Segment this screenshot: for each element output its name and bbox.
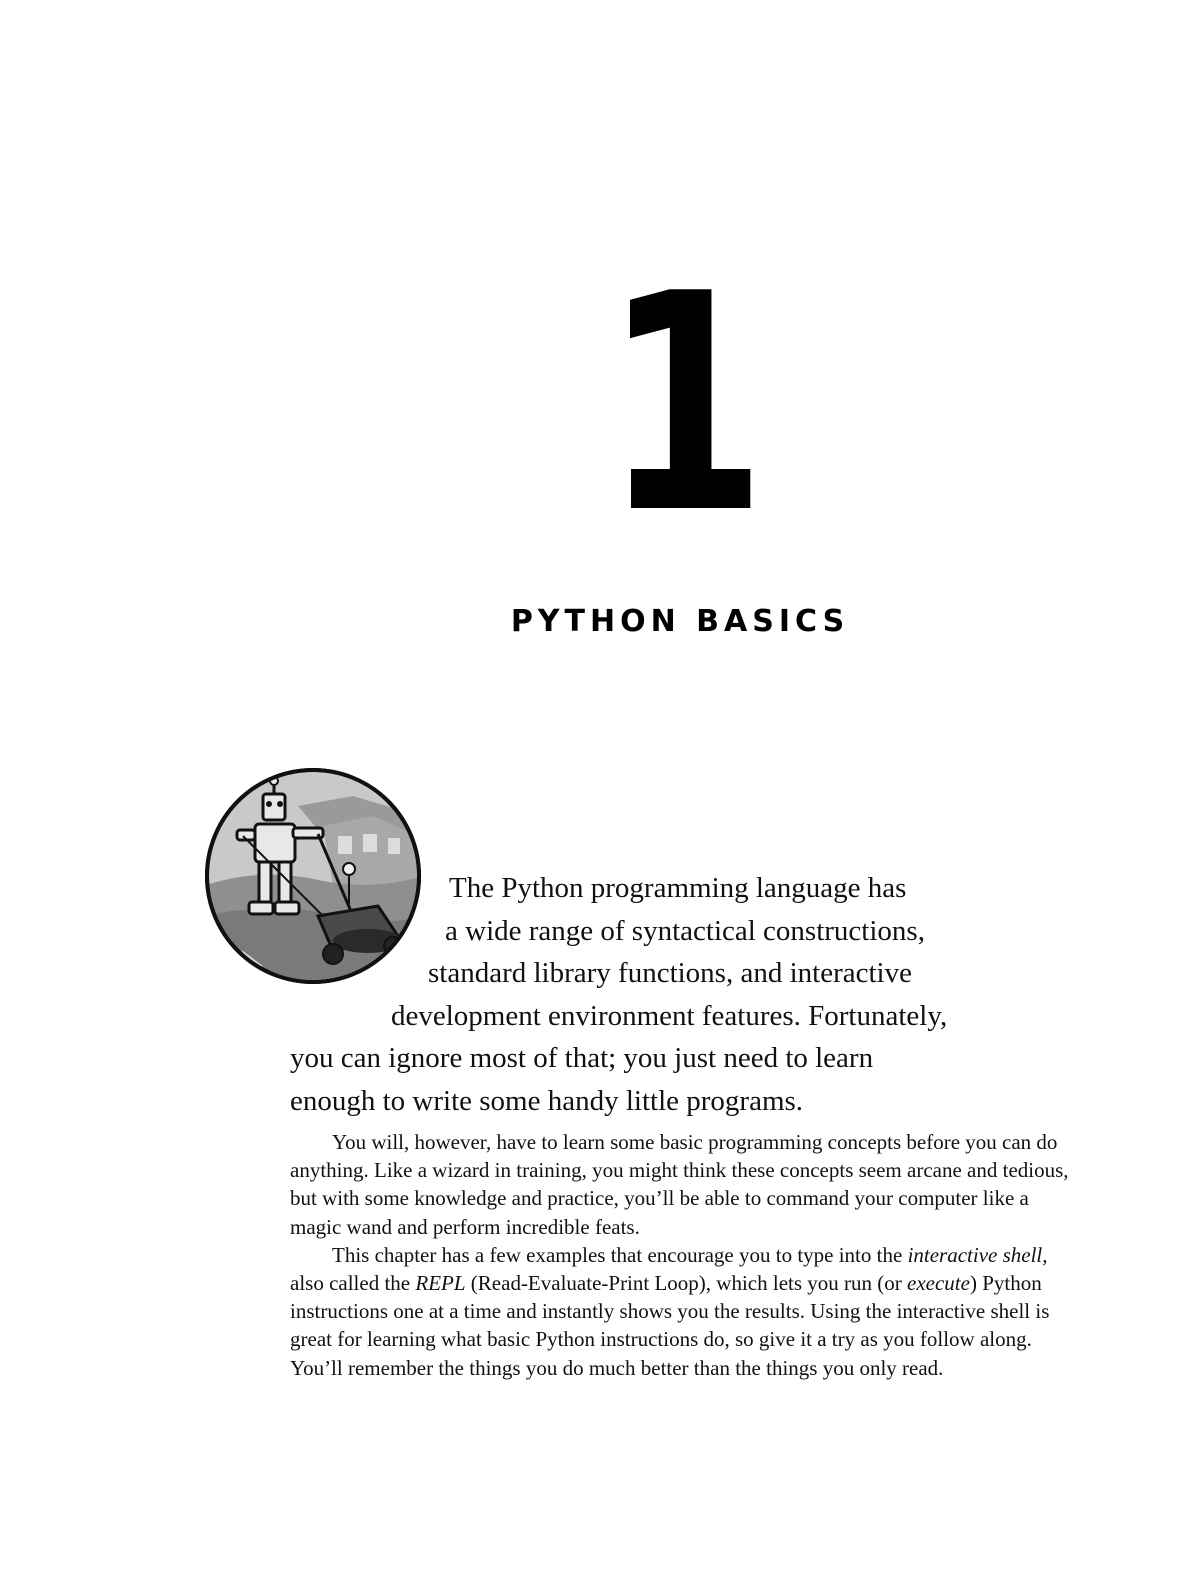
robot-mowing-icon: [203, 766, 423, 986]
intro-line-6: enough to write some handy little programs.: [290, 1085, 804, 1117]
chapter-number: 1: [603, 230, 767, 579]
term-execute: execute: [907, 1271, 970, 1296]
intro-line-5: you can ignore most of that; you just need to learn: [290, 1042, 874, 1074]
term-interactive-shell: interactive shell,: [907, 1242, 1048, 1267]
intro-line-3: standard library functions, and interactive: [428, 957, 912, 989]
paragraph-1: You will, however, have to learn some basic programming concepts before you can do anything. Like a wizard in training, you might think these concepts seem arcane and tedious, but with some knowledge and practice, you’ll be able to command your computer like a magic wand and perform incredible feats.: [290, 1130, 1069, 1239]
paragraph-2-text-2: also called the: [290, 1271, 416, 1296]
robot-mowing-lawn-illustration: [203, 766, 423, 986]
body-text: [290, 1128, 1070, 1382]
paragraph-2-text-4: ) Python instructions one at a time and instantly shows you the results. Using the interactive shell is great for learning what basic Python instructions do, so give it a try as you follow along. You’ll remember the things you do much better than the things you only read.: [290, 1271, 1050, 1380]
paragraph-2: [290, 1241, 1070, 1382]
intro-line-2: a wide range of syntactical constructions,: [445, 915, 925, 947]
paragraph-2-text-1: This chapter has a few examples that encourage you to type into the: [332, 1242, 908, 1267]
intro-line-4: development environment features. Fortunately,: [391, 1000, 948, 1032]
paragraph-2-text-3: (Read-Evaluate-Print Loop), which lets you run (or: [465, 1271, 908, 1296]
intro-line-1: The Python programming language has: [449, 872, 907, 904]
term-repl: REPL: [415, 1271, 466, 1296]
chapter-title: PYTHON BASICS: [510, 604, 850, 639]
